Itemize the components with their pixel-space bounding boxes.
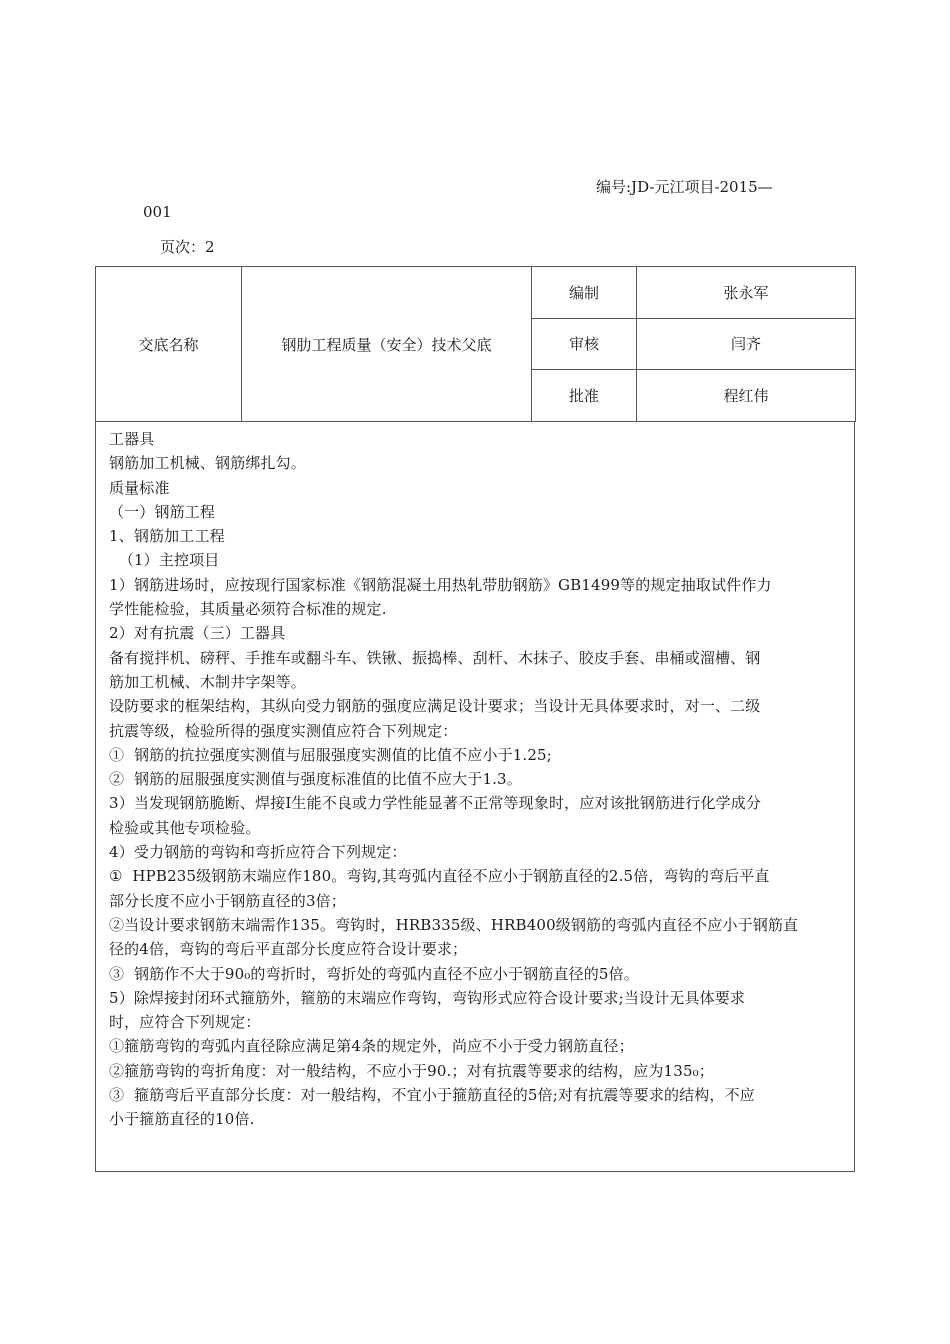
- content-line: 径的4倍，弯钩的弯后平直部分长度应符合设计要求；: [109, 940, 468, 959]
- approved-label: 批准: [532, 370, 637, 422]
- content-line: 4）受力钢筋的弯钩和弯折应符合下列规定：: [109, 843, 407, 862]
- content-line: 检验或其他专项检验。: [109, 818, 261, 837]
- content-line: 2）对有抗震（三）工器具: [109, 624, 286, 643]
- doc-number: 编号:JD-元江项目-2015—: [596, 178, 773, 196]
- info-row-prepared: [96, 267, 856, 319]
- name-label-cell: 交底名称: [96, 267, 242, 422]
- content-line: 质量标准: [109, 478, 170, 497]
- reviewed-value: 闫齐: [637, 318, 856, 370]
- content-box: [95, 422, 855, 1172]
- content-line: 5）除焊接封闭环式箍筋外，箍筋的末端应作弯钩，弯钩形式应符合设计要求;当设计无具体要求: [109, 988, 746, 1007]
- content-line: 工器具: [109, 430, 155, 448]
- content-line: 抗震等级，检验所得的强度实测值应符合下列规定：: [109, 721, 458, 740]
- content-line: 1、钢筋加工工程: [109, 527, 225, 546]
- content-line: 部分长度不应小于钢筋直径的3倍；: [109, 891, 346, 910]
- content-line: 钢筋加工机械、钢筋绑扎勾。: [109, 454, 306, 473]
- content-line: （1）主控项目: [109, 551, 220, 570]
- content-line: ③ 箍筋弯后平直部分长度：对一般结构，不宜小于箍筋直径的5倍;对有抗震等要求的结构，不应: [109, 1086, 755, 1105]
- content-line: ① 钢筋的抗拉强度实测值与屈服强度实测值的比值不应小于1.25;: [109, 745, 552, 764]
- content-line: ③ 钢筋作不大于90₀的弯折时，弯折处的弯弧内直径不应小于钢筋直径的5倍。: [109, 964, 639, 983]
- content-line: 备有搅拌机、磅秤、手推车或翻斗车、铁锹、振捣棒、刮杆、木抹子、胶皮手套、串桶或溜槽、钢: [109, 648, 761, 667]
- reviewed-label: 审核: [532, 318, 637, 370]
- content-line: ②箍筋弯钩的弯折角度：对一般结构，不应小于90.；对有抗震等要求的结构，应为135₀；: [109, 1061, 714, 1080]
- prepared-label: 编制: [532, 267, 637, 319]
- content-line: 3）当发现钢筋脆断、焊接I生能不良或力学性能显著不正常等现象时，应对该批钢筋进行化学成分: [109, 794, 762, 813]
- content-line: 时，应符合下列规定：: [109, 1013, 261, 1032]
- name-value-cell: 钢肋工程质量（安全）技术父底: [242, 267, 532, 422]
- doc-number-continuation: 001: [143, 203, 172, 221]
- content-line: ① HPB235级钢筋末端应作180。弯钩,其弯弧内直径不应小于钢筋直径的2.5倍，弯钩的弯后平直: [109, 867, 770, 886]
- content-line: ②当设计要求钢筋末端需作135。弯钩时，HRB335级、HRB400级钢筋的弯弧内直径不应小于钢筋直: [109, 915, 799, 934]
- page-count: 页次：2: [160, 238, 215, 256]
- content-line: （一）钢筋工程: [109, 502, 216, 521]
- content-line: ② 钢筋的屈服强度实测值与强度标准值的比值不应大于1.3。: [109, 770, 522, 789]
- content-line: 筋加工机械、木制井字架等。: [109, 672, 306, 691]
- content-line: 学性能检验，其质量必须符合标准的规定.: [109, 600, 387, 619]
- content-line: ①箍筋弯钩的弯弧内直径除应满足第4条的规定外，尚应不小于受力钢筋直径；: [109, 1037, 634, 1056]
- approved-value: 程红伟: [637, 370, 856, 422]
- content-line: 小于箍筋直径的10倍.: [109, 1110, 255, 1129]
- content-line: 1）钢筋进场时，应按现行国家标准《钢筋混凝土用热轧带肋钢筋》GB1499等的规定抽取试件作力: [109, 575, 772, 594]
- prepared-value: 张永军: [637, 267, 856, 319]
- info-table: [95, 266, 856, 422]
- content-line: 设防要求的框架结构，其纵向受力钢筋的强度应满足设计要求；当设计无具体要求时，对一、二级: [109, 697, 761, 716]
